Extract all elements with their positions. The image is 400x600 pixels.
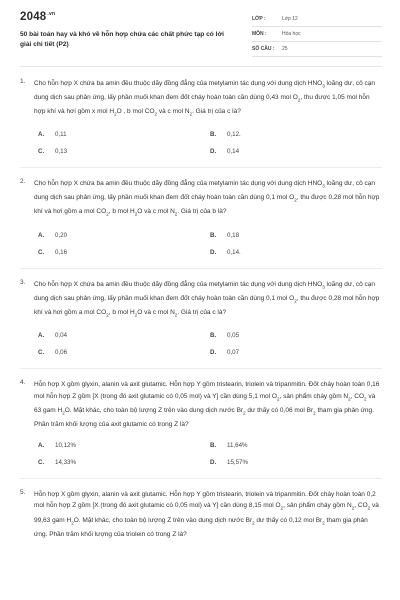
question-number: 5. (20, 488, 26, 496)
option-letter: C. (38, 458, 45, 466)
option-text: 0,14 (227, 148, 240, 156)
question-item (20, 178, 382, 268)
meta-table (252, 12, 382, 57)
question-text: Hỗn hợp X gồm glyxin, alanin và axit glutamic. Hỗn hợp Y gồm tristearin, triolein và tripanmitin. Đốt cháy hoàn toàn 0,2 mol hỗn hợp Z gồm [X (trong đó axit glutamic có 0,05 mol) và Y] cần dùng 8,15 mol $O_2$, sản phẩm cháy gồm $N_2$, $CO_2$ và 99,63 gam $H_2O$. Mặt khác, cho toàn bộ lượng Z trên vào dung dịch nước $Br_2$ dư thấy có 0,12 mol $Br_2$ tham gia phản ứng. Phần trăm khối lượng của triolein có trong Z là? (34, 490, 379, 538)
answer-option[interactable] (210, 332, 382, 339)
option-text: 0,04 (55, 331, 68, 339)
answer-options (34, 442, 382, 466)
option-text: 11,64% (227, 441, 248, 449)
option-letter: A. (38, 441, 45, 449)
meta-row-subject (252, 27, 382, 42)
option-text: 0,06 (55, 348, 68, 356)
question-text: Cho hỗn hợp X chứa ba amin đều thuộc dãy đồng đẳng của metylamin tác dụng với dung dịch $HNO_3$ loãng dư, cô cạn dung dịch sau phản ứng, lấy phần muối khan đem đốt cháy hoàn toàn cần dùng 0,1 mol $O_2$, thu được 0,28 mol hỗn hợp khí và hơi gồm a mol $CO_2$, b mol $H_2O$ và c mol $N_2$. Giá trị của b là? (34, 180, 380, 217)
answer-option[interactable] (38, 249, 210, 256)
answer-option[interactable] (38, 459, 210, 466)
site-logo[interactable] (20, 11, 55, 23)
option-text: 14,33% (55, 458, 76, 466)
question-item (20, 279, 382, 369)
question-number: 1. (20, 78, 26, 85)
question-text: Cho hỗn hợp X chứa ba amin đều thuộc dãy đồng đẳng của metylamin tác dụng với dung dịch $HNO_3$ loãng dư, cô cạn dung dịch sau phản ứng, lấy phần muối khan đem đốt cháy hoàn toàn cần dùng 0,1 mol $O_2$, thu được 0,28 mol hỗn hợp khí và hơi gồm a mol $CO_2$, b mol $H_2O$ và c mol $N_2$. Giá trị của c là? (34, 280, 380, 318)
question-text: Hỗn hợp X gồm glyxin, alanin và axit glutamic. Hỗn hợp Y gồm tristearin, triolein và tripanmitin. Đốt cháy hoàn toàn 0,16 mol hỗn hợp Z gồm [X (trong đó axit glutamic có 0,05 mol) và Y] cần dùng 5,1 mol $O_2$, sản phẩm cháy gồm $N_2$, $CO_2$ và 63 gam $H_2O$. Mặt khác, cho toàn bộ lượng Z trên vào dung dịch nước $Br_2$ dư thấy có 0,06 mol $Br_2$ tham gia phản ứng. Phần trăm khối lượng của axit glutamic có trong Z là? (34, 380, 380, 428)
meta-row-class (252, 12, 382, 27)
logo-suffix: .vn (47, 11, 56, 17)
option-letter: D. (210, 148, 217, 156)
option-text: 0,07 (227, 348, 240, 356)
question-divider (20, 167, 382, 168)
option-text: 0,12. (227, 131, 241, 139)
option-text: 0,11 (55, 131, 67, 139)
answer-option[interactable] (38, 232, 210, 239)
meta-value: 25 (282, 46, 288, 52)
answer-option[interactable] (210, 148, 382, 155)
answer-option[interactable] (210, 442, 382, 449)
meta-value: Lớp 12 (282, 16, 298, 22)
question-number: 4. (20, 378, 26, 386)
question-divider (20, 368, 382, 369)
logo-text: 2048 (20, 11, 47, 23)
question-number: 2. (20, 178, 26, 186)
answer-option[interactable] (210, 131, 382, 138)
option-letter: B. (210, 331, 217, 339)
question-item (20, 489, 382, 541)
option-letter: A. (38, 131, 45, 139)
option-text: 0,16 (55, 248, 68, 256)
option-text: 0,14. (227, 248, 241, 256)
option-text: 15,57% (227, 458, 248, 466)
option-letter: A. (38, 231, 45, 239)
answer-options (34, 232, 382, 256)
option-letter: C. (38, 148, 45, 156)
answer-option[interactable] (38, 349, 210, 356)
option-letter: B. (210, 441, 217, 449)
meta-key: LỚP : (252, 16, 266, 22)
document-title: 50 bài toán hay và khó về hỗn hợp chứa các chất phức tạp có lời giải chi tiết (P2) (20, 31, 224, 48)
option-letter: D. (210, 458, 217, 466)
meta-row-count (252, 42, 382, 57)
option-letter: A. (38, 331, 45, 339)
option-letter: C. (38, 348, 45, 356)
question-list (20, 78, 382, 550)
option-letter: D. (210, 348, 217, 356)
meta-key: SỐ CÂU : (252, 46, 275, 52)
option-text: 0,18 (227, 231, 240, 239)
question-divider (20, 478, 382, 479)
option-letter: B. (210, 131, 217, 139)
answer-option[interactable] (38, 148, 210, 155)
answer-option[interactable] (210, 349, 382, 356)
answer-options (34, 332, 382, 356)
meta-value: Hóa học (282, 31, 301, 37)
meta-key: MÔN : (252, 31, 267, 37)
question-text: Cho hỗn hợp X chứa ba amin đều thuộc dãy đồng đẳng của metylamin tác dụng với dung dịch $HNO_3$ loãng dư, cô cạn dung dịch sau phản ứng, lấy phần muối khan đem đốt cháy hoàn toàn cần dùng 0,43 mol $O_2$, thu được 1,05 mol hỗn hợp khí và hơi gồm x mol $H_2O$ , b mol $CO_2$ và c mol $N_2$. Giá trị của c là? (34, 80, 375, 117)
answer-option[interactable] (38, 332, 210, 339)
option-text: 0,05 (227, 331, 240, 339)
option-text: 0,13 (55, 148, 68, 156)
page-header (0, 0, 400, 62)
header-divider (20, 66, 382, 67)
question-item (20, 78, 382, 168)
option-letter: B. (210, 231, 217, 239)
answer-option[interactable] (38, 442, 210, 449)
question-number: 3. (20, 278, 26, 286)
option-letter: C. (38, 248, 45, 256)
answer-option[interactable] (210, 249, 382, 256)
answer-options (34, 131, 382, 155)
option-text: 0,20 (55, 231, 68, 239)
option-letter: D. (210, 248, 217, 256)
answer-option[interactable] (38, 131, 210, 138)
answer-option[interactable] (210, 459, 382, 466)
question-divider (20, 268, 382, 269)
option-text: 10,12% (55, 441, 76, 449)
question-item (20, 379, 382, 479)
answer-option[interactable] (210, 232, 382, 239)
